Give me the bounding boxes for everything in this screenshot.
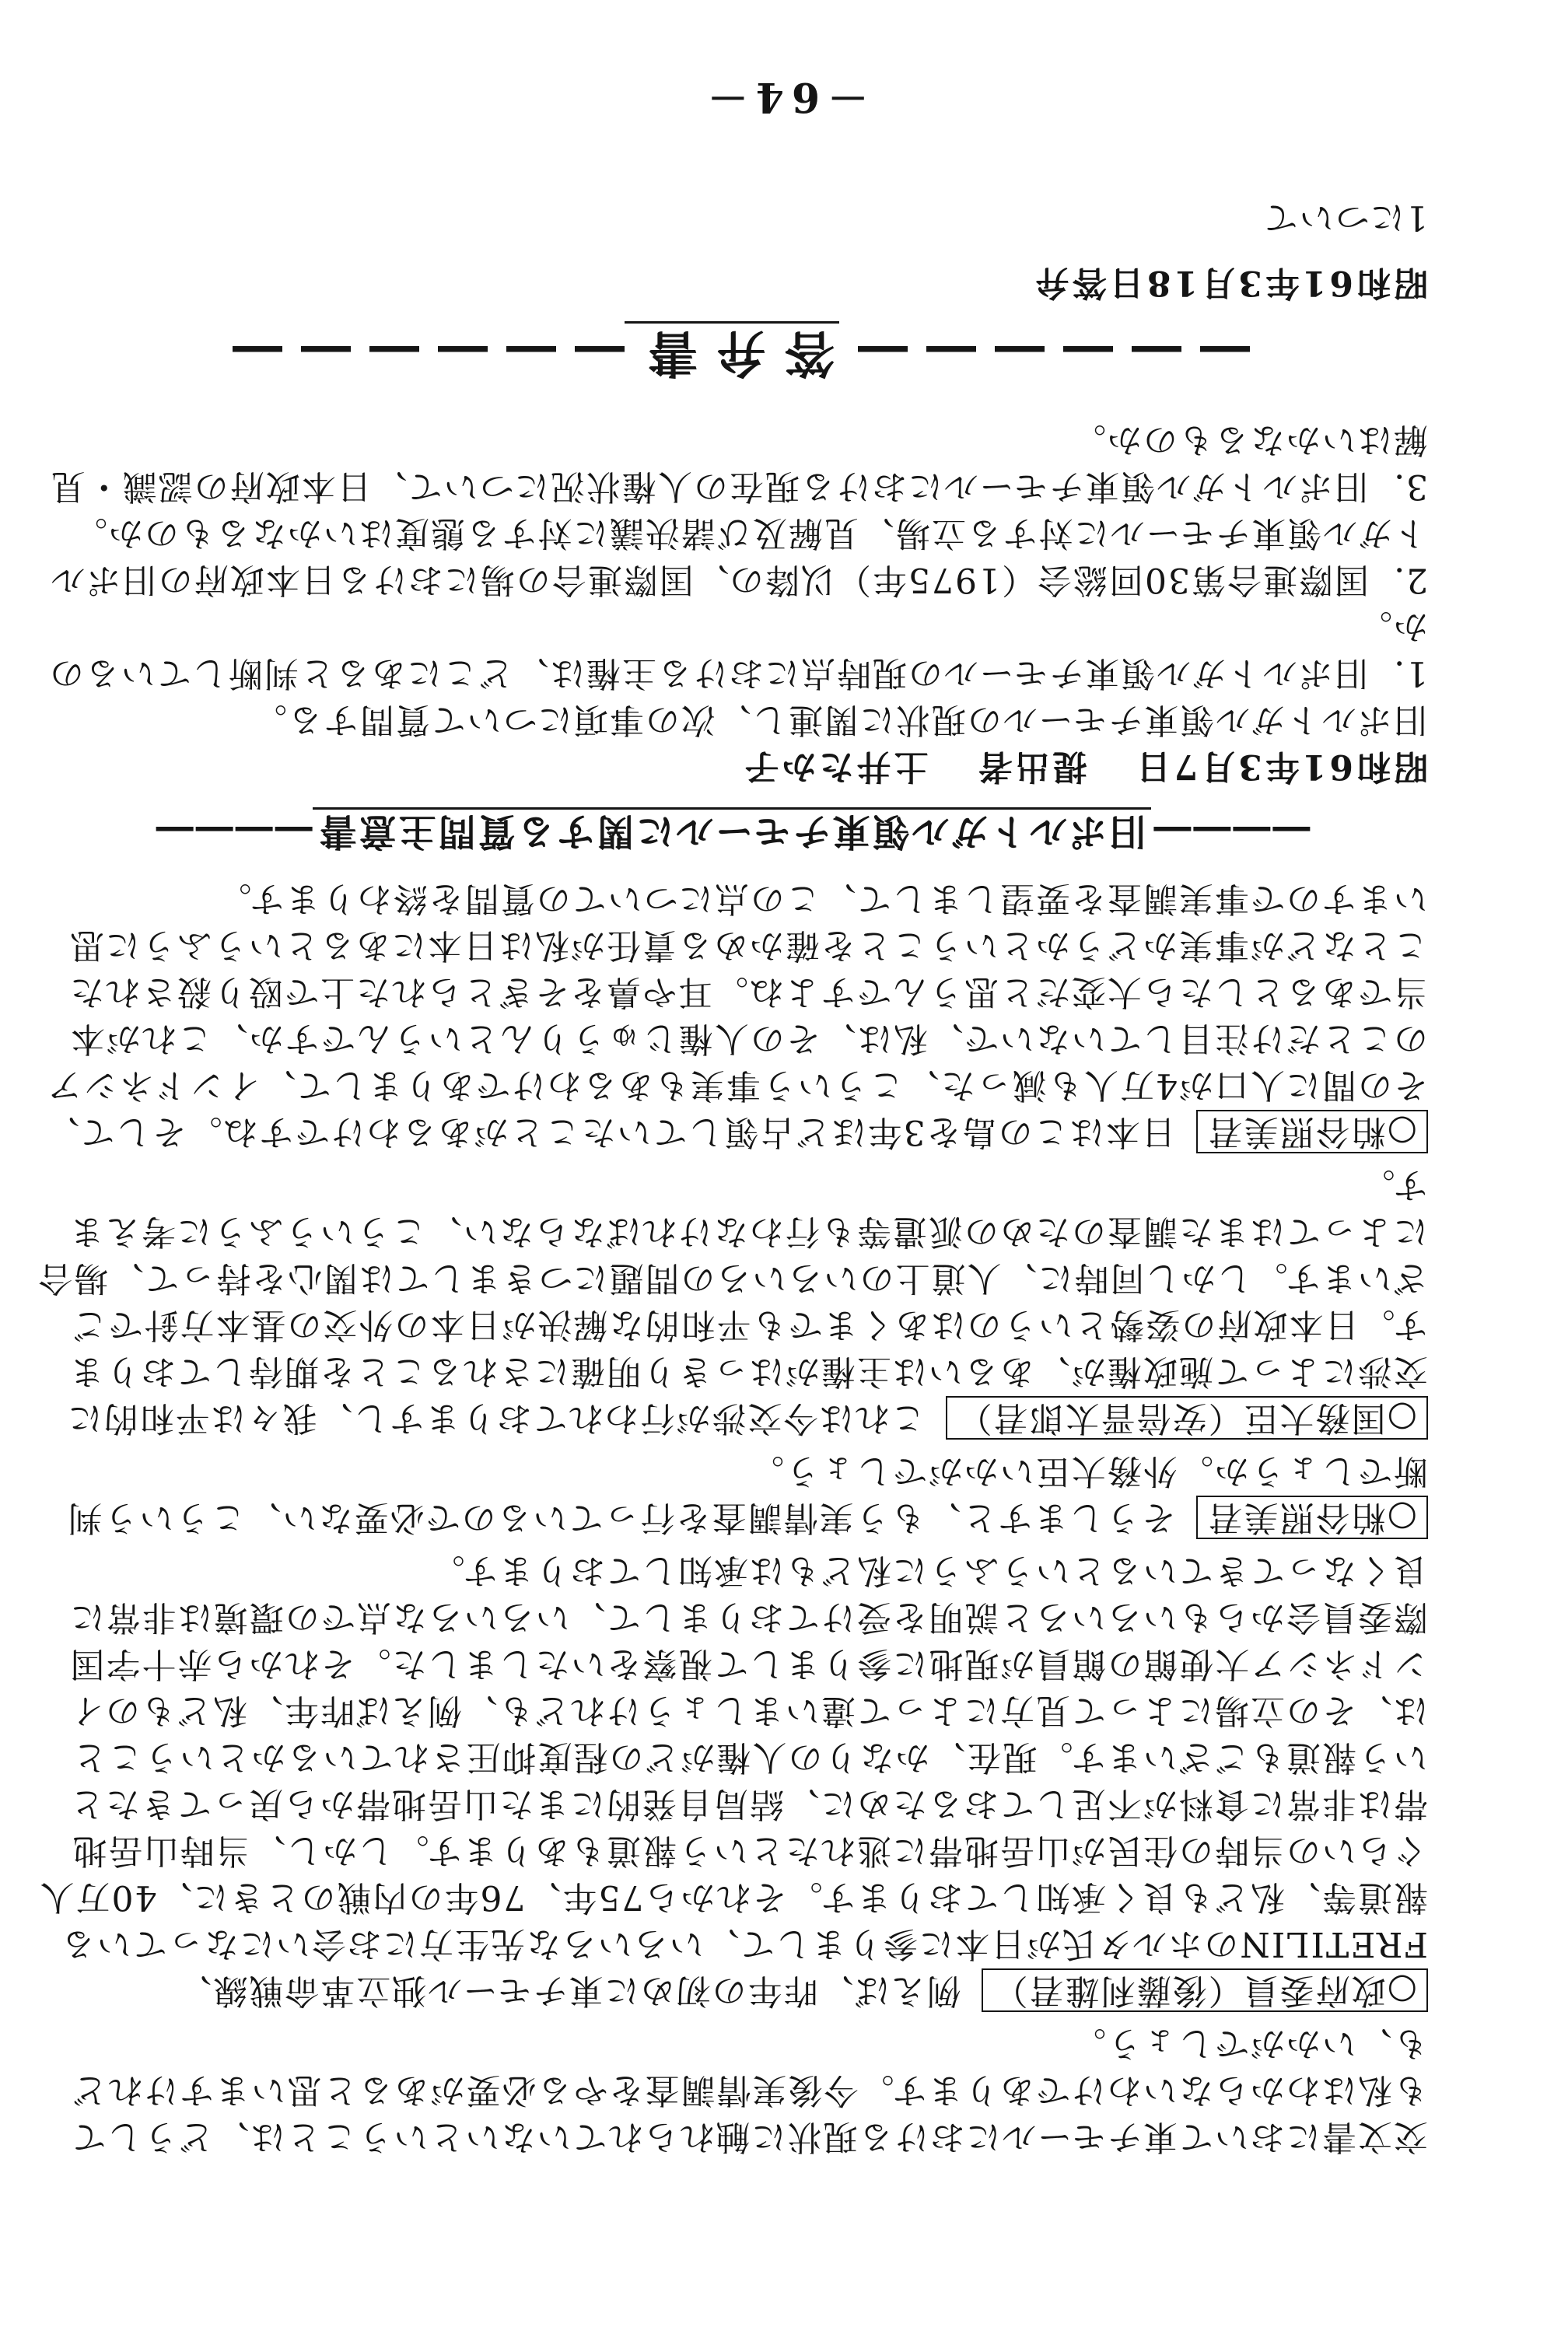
answer-first-line: 1について bbox=[1262, 198, 1428, 237]
question-intro: 旧ポルトガル領東チモールの現状に関連し、次の事項について質問する。 bbox=[250, 700, 1428, 740]
statement-goto bbox=[36, 1547, 1428, 2014]
question-item-1: 1．旧ポルトガル領東チモールの現時点における主権は、どこにあると判断しているのか。 bbox=[47, 607, 1428, 693]
speaker-label: ○粕谷照美君 bbox=[1196, 1110, 1428, 1153]
statement-abe bbox=[36, 1161, 1428, 1441]
answer-title: 答弁書 bbox=[625, 321, 839, 382]
paragraph-closing-question: 交文書において東チモールにおける現状に触れられていないということは、どうしても私はわからないわけであります。今後実情調査をやる必要があると思いますけれども、いかがでしょう。 bbox=[70, 2024, 1428, 2157]
question-item-3: 3．旧ポルトガル領東チモールにおける現在の人権状況について、日本政府の認識・見解はいかなるものか。 bbox=[49, 420, 1428, 506]
statement-kasuya-2 bbox=[36, 875, 1428, 1155]
question-item-2: 2．国際連合第30回総会（1975年）以降の、国際連合の場における日本政府の旧ポルトガル領東チモールに対する立場、見解及び諸決議に対する態度はいかなるものか。 bbox=[49, 513, 1428, 600]
statement-kasuya-1 bbox=[36, 1447, 1428, 1541]
page-number: －64－ bbox=[699, 73, 869, 121]
question-meta bbox=[36, 743, 1428, 789]
question-title: 旧ポルトガル領東チモールに関する質問主意書 bbox=[313, 807, 1152, 853]
statement-text: 日本はこの島を3年ほど占領していたことがあるわけですね。そして、その間に人口が4万人も減った、こういう事実もあるわけでありまして、インドネシアのことだけ注目していないで、私は、その人権じゅうりんというんですか、これが本当であるとしたら大変だと思うんですよね。耳や鼻をそぎとられた上で殴り殺されたことなどが事実かどうかということを確かめる責任が私は日本にあるというふうに思いますので事実調査を要望しまして、この点についての質問を終わります。 bbox=[44, 879, 1428, 1152]
submitter-name: 土井たか子 bbox=[741, 747, 929, 786]
statement-text: そうしますと、もう実情調査を行っているので必要ない、こういう判断でしょうか。外務大臣いかがでしょう。 bbox=[66, 1451, 1428, 1538]
speaker-label: ○政府委員（後藤利雄君） bbox=[982, 1968, 1428, 2012]
answer-date: 昭和61年3月18日答弁 bbox=[1031, 263, 1428, 303]
speaker-label: ○粕谷照美君 bbox=[1196, 1496, 1428, 1539]
answer-heading: ――――――答弁書―――――― bbox=[36, 329, 1428, 376]
speaker-label: ○国務大臣（安倍晋太郎君） bbox=[946, 1396, 1428, 1440]
statement-text: これは今交渉が行われておりますし、我々は平和的に交渉によって施政権が、あるいは主権がはっきり明確にされることを期待しております。日本政府の姿勢というのはあくまでも平和的な解決が日本の外交の基本方針でございます。しかし同時に、人道上のいろいろの問題につきましては関心を持って、場合によってはまた調査のための派遣等も行わなければならない、こういうふうに考えます。 bbox=[37, 1165, 1428, 1438]
page-text bbox=[36, 194, 1428, 2160]
submitter-label: 提出者 bbox=[975, 747, 1087, 786]
statement-text: 例えば、昨年の初めに東チモール独立革命戦線、FRETILINのホルタ氏が日本に参りまして、いろいろな先生方にお会いになっている報道等、私ども良く承知しております。それから75年、76年の内戦のときに、40万人ぐらいの当時の住民が山岳地帯に逃れたという報道もあります。しかし、当時山岳地帯は非常に食料が不足しておるために、結局自発的にまた山岳地帯から戻ってきたという報道もございます。現在、かなりの人権がどの程度抑圧されているかということは、その立場によって見方によって違いましょうけれども、例えば昨年、私どものインドネシア大使館の館員が現地に参りまして視察をいたしました。それから赤十字国際委員会からもいろいろと説明を受けておりまして、いろいろな点での環境は非常に良くなってきているというふうに私どもは承知しております。 bbox=[38, 1551, 1428, 2010]
question-date: 昭和61年3月7日 bbox=[1133, 747, 1428, 786]
question-heading: ――――旧ポルトガル領東チモールに関する質問主意書―――― bbox=[36, 808, 1428, 855]
